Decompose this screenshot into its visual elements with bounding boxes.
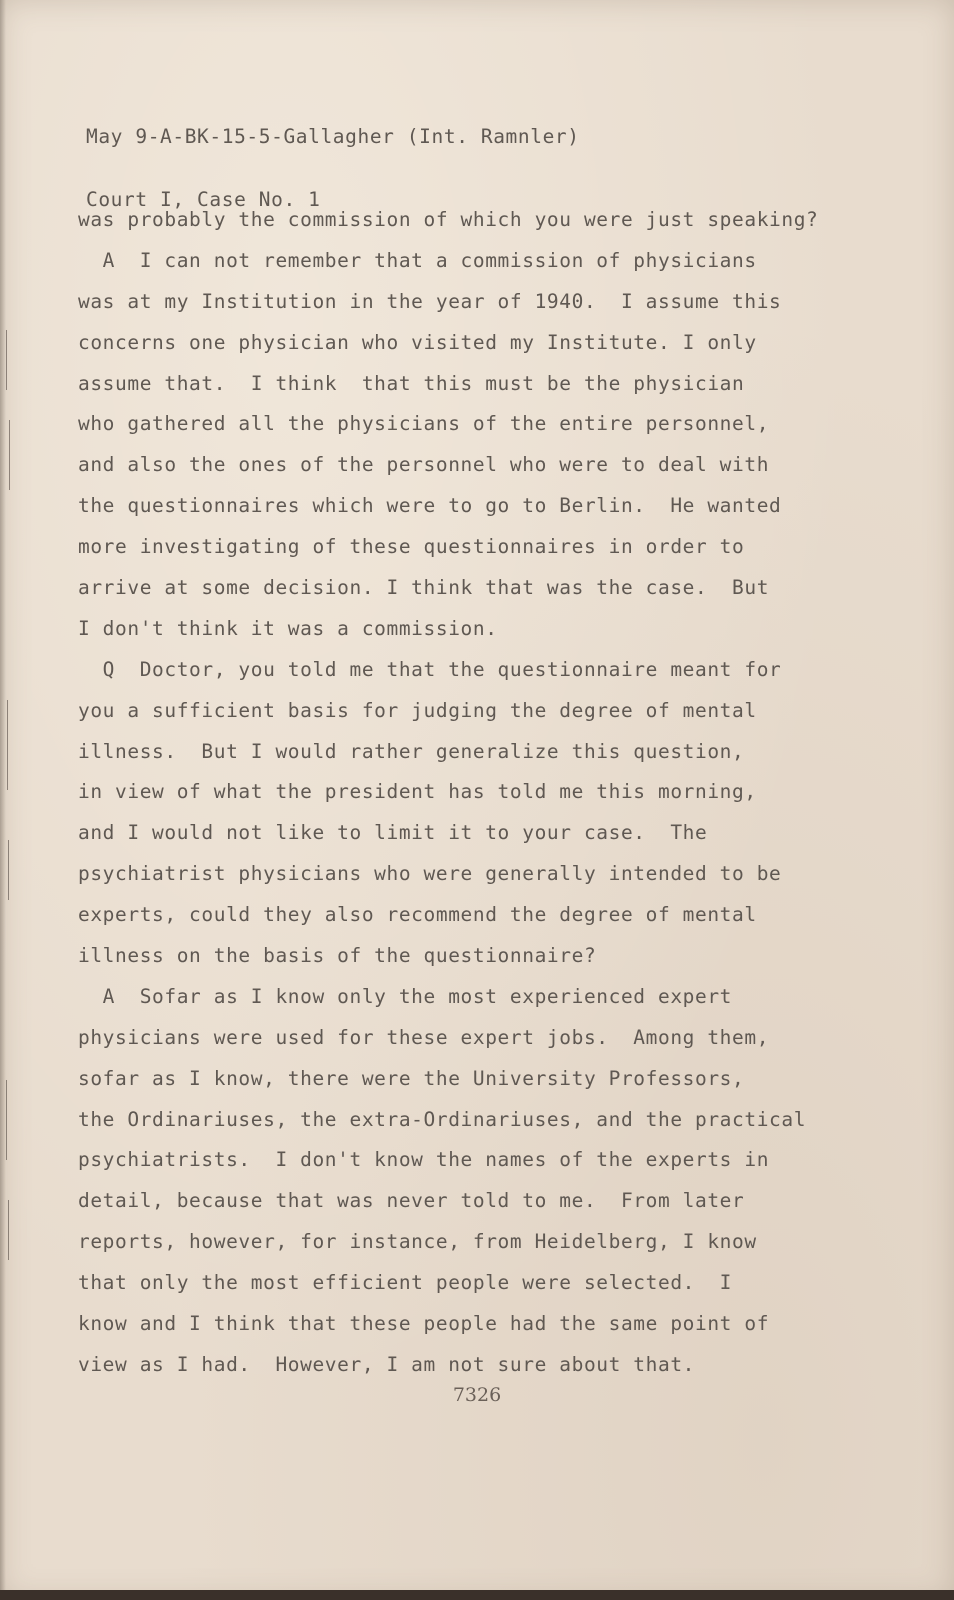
transcript-line: assume that. I think that this must be the physician [78,371,745,395]
transcript-line: A Sofar as I know only the most experienced expert [78,984,733,1008]
transcript-line: and also the ones of the personnel who were to deal with [78,453,770,477]
page-left-edge-shadow [0,0,6,1600]
header-line-2: Court I, Case No. 1 [86,188,321,211]
margin-pencil-mark [6,1080,7,1160]
transcript-line: was at my Institution in the year of 1940. I assume this [78,289,782,313]
margin-pencil-mark [8,1200,9,1260]
transcript-line: arrive at some decision. I think that was the case. But [78,576,770,600]
transcript-line: A I can not remember that a commission of physicians [78,248,757,272]
transcript-line: the questionnaires which were to go to Berlin. He wanted [78,494,782,518]
header-line-1: May 9-A-BK-15-5-Gallagher (Int. Ramnler) [86,125,580,148]
transcript-line: psychiatrist physicians who were generally intended to be [78,862,782,886]
transcript-line: physicians were used for these expert jobs. Among them, [78,1025,770,1049]
transcript-line: experts, could they also recommend the degree of mental [78,903,757,927]
transcript-line: view as I had. However, I am not sure about that. [78,1352,695,1376]
transcript-line: who gathered all the physicians of the entire personnel, [78,412,770,436]
transcript-line: know and I think that these people had the same point of [78,1312,770,1336]
transcript-line: and I would not like to limit it to your case. The [78,821,708,845]
transcript-line: illness on the basis of the questionnaire? [78,944,597,968]
transcript-line: detail, because that was never told to me. From later [78,1189,745,1213]
margin-pencil-mark [7,700,8,790]
transcript-line: the Ordinariuses, the extra-Ordinariuses, and the practical [78,1107,807,1131]
margin-pencil-mark [9,420,10,490]
margin-pencil-mark [8,840,9,900]
page-number: 7326 [452,1384,502,1406]
transcript-line: was probably the commission of which you were just speaking? [78,208,819,231]
transcript-line: in view of what the president has told me this morning, [78,780,757,804]
transcript-body [78,200,818,1386]
transcript-line: psychiatrists. I don't know the names of the experts in [78,1148,770,1172]
transcript-line: I don't think it was a commission. [78,616,498,640]
scan-bottom-edge [0,1590,954,1600]
transcript-line: Q Doctor, you told me that the questionnaire meant for [78,657,782,681]
transcript-line: sofar as I know, there were the University Professors, [78,1066,745,1090]
margin-pencil-mark [6,330,7,390]
transcript-line: that only the most efficient people were selected. I [78,1271,733,1295]
transcript-line: you a sufficient basis for judging the degree of mental [78,698,757,722]
transcript-line: more investigating of these questionnaires in order to [78,535,745,559]
transcript-line: illness. But I would rather generalize this question, [78,739,745,763]
transcript-line: concerns one physician who visited my Institute. I only [78,330,757,354]
transcript-line: reports, however, for instance, from Heidelberg, I know [78,1230,757,1254]
